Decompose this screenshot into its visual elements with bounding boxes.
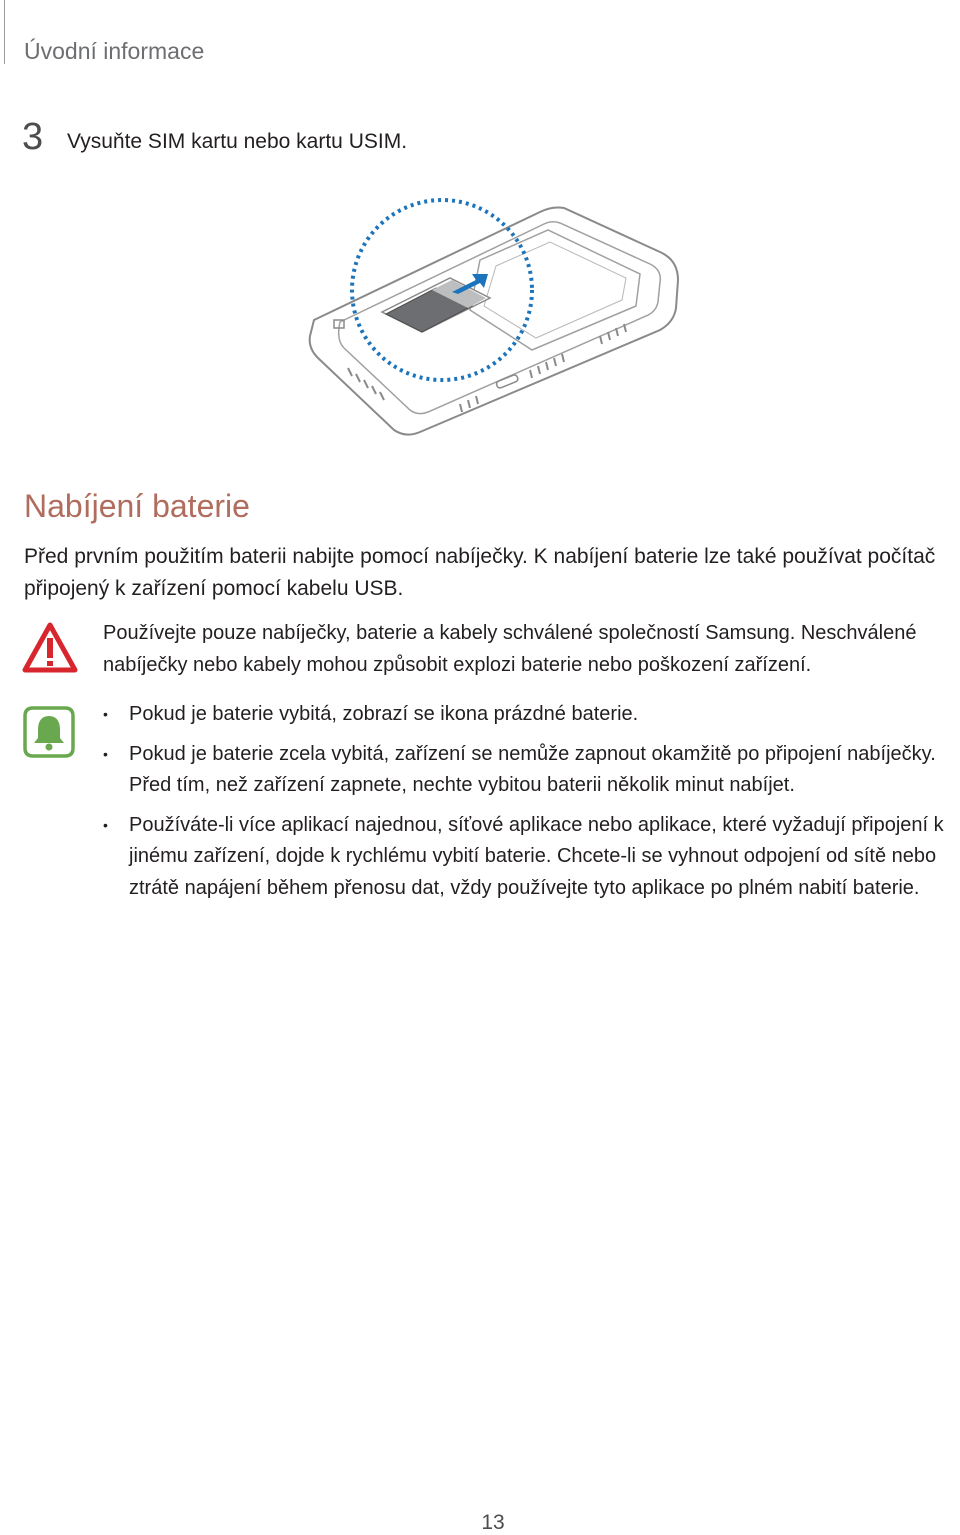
warning-triangle-icon (22, 622, 78, 674)
list-item (103, 810, 960, 905)
sim-card-removal-illustration (300, 190, 690, 445)
note-text: Používáte-li více aplikací najednou, síťové aplikace nebo aplikace, které vyžadují připojení k jinému zařízení, dojde k rychlému vybití baterie. Chcete-li se vyhnout odpojení od sítě nebo ztrátě napájení během přenosu dat, vždy používejte tyto aplikace po plném nabití baterie. (129, 813, 944, 899)
phone-housing (310, 208, 678, 435)
note-list (103, 699, 960, 912)
bullet-icon: • (103, 745, 108, 762)
chapter-header: Úvodní informace (24, 38, 205, 64)
step-number: 3 (22, 116, 44, 158)
list-item (103, 739, 960, 802)
bullet-icon: • (103, 706, 108, 722)
bell-note-icon (23, 706, 75, 758)
note-text: Pokud je baterie zcela vybitá, zařízení se nemůže zapnout okamžitě po připojení nabíječky. Před tím, než zařízení zapnete, nechte vybitou baterii několik minut nabíjet. (129, 742, 936, 796)
page-edge-rule (4, 0, 5, 64)
intro-paragraph: Před prvním použitím baterii nabijte pomocí nabíječky. K nabíjení baterie lze také používat počítač připojený k zařízení pomocí kabelu USB. (24, 545, 936, 600)
step-instruction: Vysuňte SIM kartu nebo kartu USIM. (67, 130, 408, 153)
caution-text: Používejte pouze nabíječky, baterie a kabely schválené společností Samsung. Neschválené nabíječky nebo kabely mohou způsobit explozi baterie nebo poškození zařízení. (103, 622, 917, 676)
bullet-icon: • (103, 816, 108, 833)
note-text: Pokud je baterie vybitá, zobrazí se ikona prázdné baterie. (129, 703, 639, 725)
list-item (103, 699, 960, 731)
section-title: Nabíjení baterie (24, 488, 250, 524)
page-number: 13 (481, 1511, 505, 1534)
